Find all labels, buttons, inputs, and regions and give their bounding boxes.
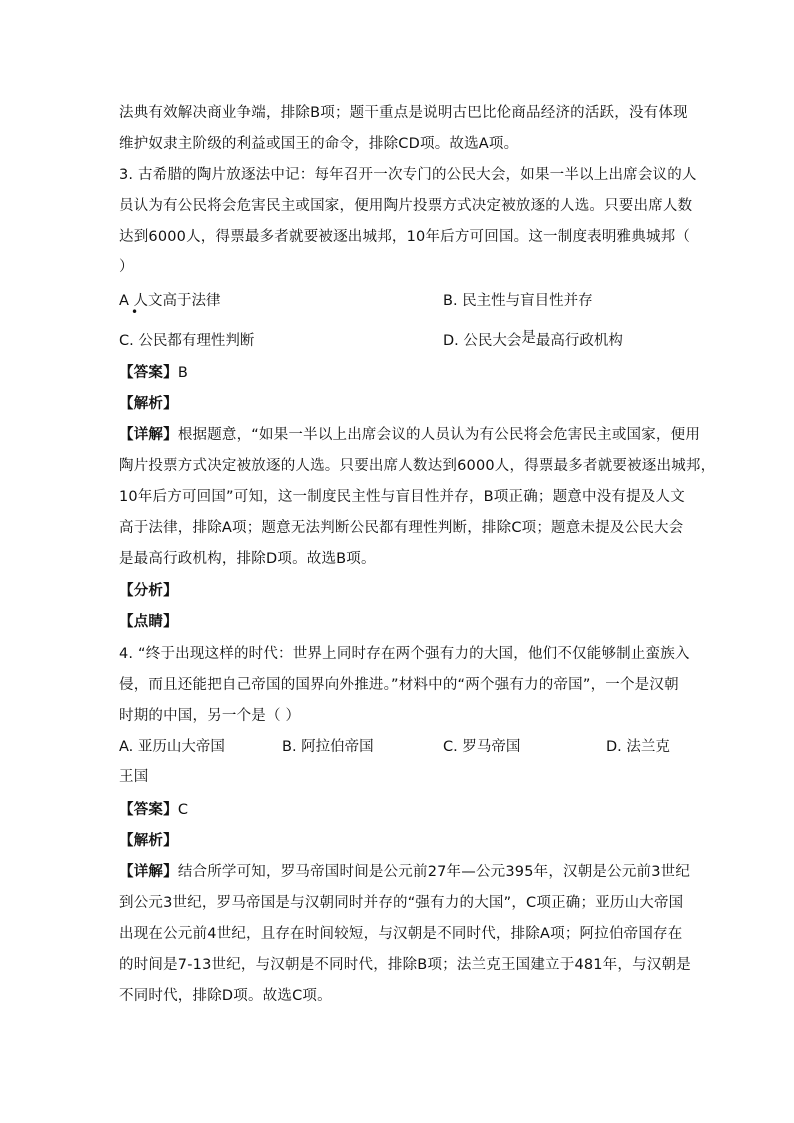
q3-analysis-heading: 【解析】 — [119, 396, 178, 412]
emphasis-dot: • — [131, 305, 139, 319]
q4-stem-line-3: 时期的中国，另一个是（ ） — [119, 708, 301, 724]
q3-stem-line-3: 达到6000人，得票最多者就要被逐出城邦，10年后方可回国。这一制度表明雅典城邦（ — [119, 229, 691, 245]
q4-answer: 【答案】C — [119, 802, 189, 818]
q3-dianjing-heading: 【点睛】 — [119, 614, 178, 630]
q3-detail-line-1: 【详解】根据题意，“如果一半以上出席会议的人员认为有公民将会危害民主或国家，便用 — [119, 427, 701, 443]
q4-detail-line-1: 【详解】结合所学可知，罗马帝国时间是公元前27年—公元395年，汉朝是公元前3世纪 — [119, 864, 691, 880]
q3-option-c: C. 公民都有理性判断 — [119, 333, 255, 349]
q2-explanation-line-1: 法典有效解决商业争端，排除B项；题干重点是说明古巴比伦商品经济的活跃，没有体现 — [119, 105, 688, 121]
q3-detail-line-3: 10年后方可回国”可知，这一制度民主性与盲目性并存，B项正确；题意中没有提及人文 — [119, 489, 685, 505]
q4-detail-line-2: 到公元3世纪，罗马帝国是与汉朝同时并存的“强有力的大国”，C项正确；亚历山大帝国 — [119, 895, 684, 911]
q3-fenxi-heading: 【分析】 — [119, 583, 178, 599]
q3-stem-line-2: 员认为有公民将会危害民主或国家，便用陶片投票方式决定被放逐的人选。只要出席人数 — [119, 198, 693, 214]
q3-option-d: D. 公民大会是最高行政机构 — [443, 330, 623, 349]
q4-option-b: B. 阿拉伯帝国 — [282, 739, 374, 755]
q3-answer: 【答案】B — [119, 365, 188, 381]
q4-option-a: A. 亚历山大帝国 — [119, 739, 225, 755]
q3-detail-line-4: 高于法律，排除A项；题意无法判断公民都有理性判断，排除C项；题意未提及公民大会 — [119, 520, 684, 536]
q4-detail-line-4: 的时间是7-13世纪，与汉朝是不同时代，排除B项；法兰克王国建立于481年，与汉朝是 — [119, 957, 691, 973]
q4-analysis-heading: 【解析】 — [119, 833, 178, 849]
q4-detail-line-3: 出现在公元前4世纪，且存在时间较短，与汉朝是不同时代，排除A项；阿拉伯帝国存在 — [119, 926, 683, 942]
q4-option-c: C. 罗马帝国 — [443, 739, 521, 755]
q3-option-a: A 人文高于法律 — [119, 293, 221, 309]
q4-option-d-continuation: 王国 — [119, 769, 149, 785]
q3-stem-line-4: ） — [119, 259, 134, 275]
q3-detail-line-2: 陶片投票方式决定被放逐的人选。只要出席人数达到6000人，得票最多者就要被逐出城邦， — [119, 458, 716, 474]
q3-detail-line-5: 是最高行政机构，排除D项。故选B项。 — [119, 551, 376, 567]
q4-detail-line-5: 不同时代，排除D项。故选C项。 — [119, 988, 332, 1004]
q4-stem-line-2: 侵，而且还能把自己帝国的国界向外推进。”材料中的“两个强有力的帝国”，一个是汉朝 — [119, 677, 679, 693]
q3-stem-line-1: 3. 古希腊的陶片放逐法中记：每年召开一次专门的公民大会，如果一半以上出席会议的人 — [119, 167, 697, 183]
q4-option-d: D. 法兰克 — [606, 739, 670, 755]
q4-stem-line-1: 4. “终于出现这样的时代：世界上同时存在两个强有力的大国，他们不仅能够制止蛮族入 — [119, 646, 690, 662]
q3-option-b: B. 民主性与盲目性并存 — [443, 293, 593, 309]
q2-explanation-line-2: 维护奴隶主阶级的利益或国王的命令，排除CD项。故选A项。 — [119, 136, 519, 152]
